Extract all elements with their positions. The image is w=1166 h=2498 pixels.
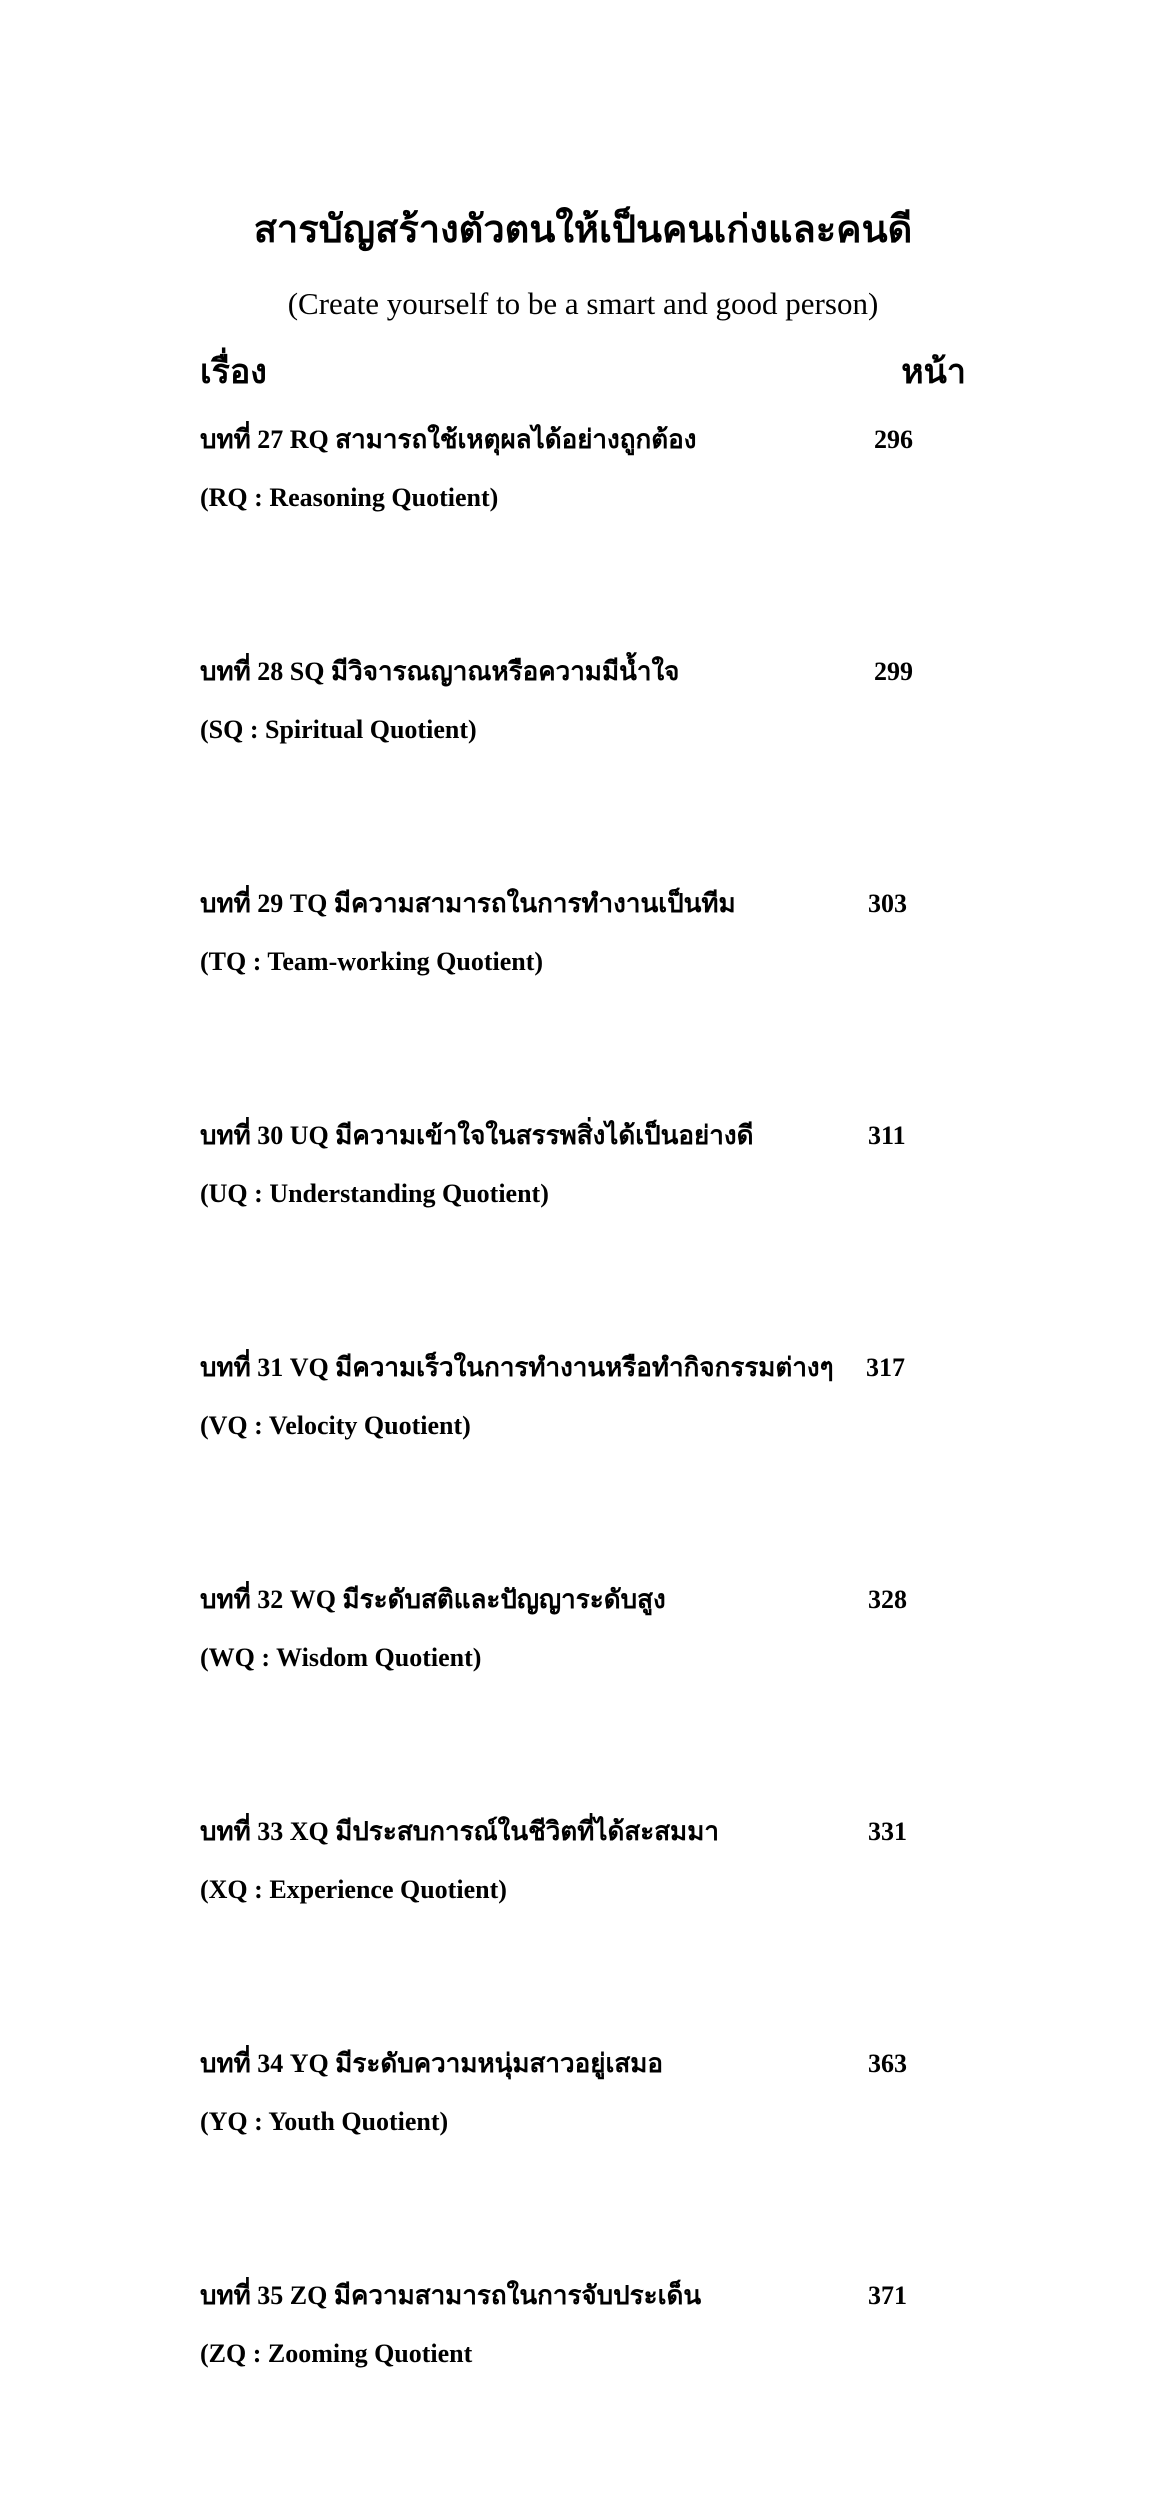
chapter-title: บทที่ 28 SQ มีวิจารณญาณหรือความมีน้ำใจ bbox=[200, 657, 680, 686]
chapter-title: บทที่ 29 TQ มีความสามารถในการทำงานเป็นทีม bbox=[200, 889, 736, 918]
page-number: 328 bbox=[868, 1585, 907, 1614]
chapter-title: บทที่ 34 YQ มีระดับความหนุ่มสาวอยู่เสมอ bbox=[200, 2049, 663, 2078]
page-number: 311 bbox=[868, 1121, 906, 1150]
chapter-subtitle: (UQ : Understanding Quotient) bbox=[200, 1179, 549, 1208]
chapter-title: บทที่ 31 VQ มีความเร็วในการทำงานหรือทำกิจกรรมต่างๆ bbox=[200, 1353, 834, 1382]
chapter-subtitle: (ZQ : Zooming Quotient bbox=[200, 2339, 473, 2368]
chapter-title: บทที่ 35 ZQ มีความสามารถในการจับประเด็น bbox=[200, 2281, 702, 2310]
chapter-subtitle: (YQ : Youth Quotient) bbox=[200, 2107, 449, 2136]
page-number: 299 bbox=[874, 657, 913, 686]
chapter-subtitle: (VQ : Velocity Quotient) bbox=[200, 1411, 471, 1440]
page-number: 303 bbox=[868, 889, 907, 918]
chapter-title: บทที่ 27 RQ สามารถใช้เหตุผลได้อย่างถูกต้อง bbox=[200, 425, 697, 454]
toc-subtitle: (Create yourself to be a smart and good person) bbox=[287, 286, 879, 321]
toc-entry bbox=[200, 2266, 966, 2498]
chapter-subtitle: (XQ : Experience Quotient) bbox=[200, 1875, 507, 1904]
chapter-title: บทที่ 33 XQ มีประสบการณ์ในชีวิตที่ได้สะสมมา bbox=[200, 1817, 719, 1846]
page-number: 317 bbox=[866, 1353, 905, 1382]
chapter-title: บทที่ 30 UQ มีความเข้าใจในสรรพสิ่งได้เป็นอย่างดี bbox=[200, 1121, 754, 1150]
chapter-subtitle: (SQ : Spiritual Quotient) bbox=[200, 715, 477, 744]
page-number: 363 bbox=[868, 2049, 907, 2078]
column-header-topic: เรื่อง bbox=[200, 354, 267, 391]
chapter-subtitle: (TQ : Team-working Quotient) bbox=[200, 947, 544, 976]
toc-entry bbox=[200, 410, 966, 642]
toc-title: สารบัญสร้างตัวตนให้เป็นคนเก่งและคนดี bbox=[253, 209, 913, 251]
chapter-subtitle: (WQ : Wisdom Quotient) bbox=[200, 1643, 482, 1672]
page-number: 296 bbox=[874, 425, 913, 454]
toc-entry bbox=[200, 1338, 966, 1570]
toc-entry bbox=[200, 1570, 966, 1802]
toc-list bbox=[200, 410, 966, 2498]
toc-entry bbox=[200, 874, 966, 1106]
page-number: 371 bbox=[868, 2281, 907, 2310]
chapter-subtitle: (RQ : Reasoning Quotient) bbox=[200, 483, 499, 512]
chapter-title: บทที่ 32 WQ มีระดับสติและปัญญาระดับสูง bbox=[200, 1585, 666, 1614]
page-number: 331 bbox=[868, 1817, 907, 1846]
toc-entry bbox=[200, 642, 966, 874]
toc-entry bbox=[200, 1106, 966, 1338]
toc-entry bbox=[200, 2034, 966, 2266]
toc-entry bbox=[200, 1802, 966, 2034]
column-header-page: หน้า bbox=[901, 354, 966, 391]
